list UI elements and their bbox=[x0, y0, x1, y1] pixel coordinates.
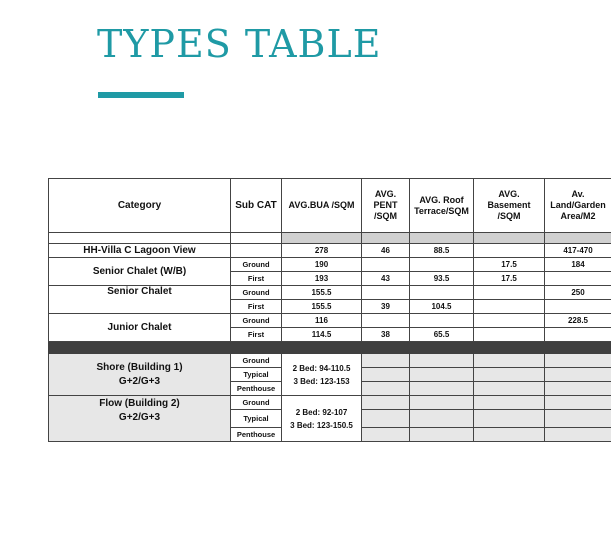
section-divider bbox=[49, 342, 611, 354]
gap-row bbox=[49, 233, 611, 244]
category-cell: Junior Chalet bbox=[49, 314, 231, 342]
roof-cell: 104.5 bbox=[410, 300, 474, 314]
land-cell: 228.5 bbox=[545, 314, 611, 328]
types-table bbox=[48, 178, 611, 442]
subcat-cell: First bbox=[231, 300, 282, 314]
category-cell: Senior Chalet (W/B) bbox=[49, 258, 231, 286]
subcat-cell: Ground bbox=[231, 314, 282, 328]
bua-cell bbox=[282, 396, 362, 442]
bua-cell: 155.5 bbox=[282, 286, 362, 300]
bua-cell: 116 bbox=[282, 314, 362, 328]
subcat-cell: First bbox=[231, 272, 282, 286]
category-cell bbox=[49, 354, 231, 396]
header-bua: AVG.BUA /SQM bbox=[282, 179, 362, 233]
pent-cell: 39 bbox=[362, 300, 410, 314]
bua-cell: 278 bbox=[282, 244, 362, 258]
category-cell: Senior Chalet bbox=[49, 286, 231, 314]
bua-cell bbox=[282, 354, 362, 396]
bua-line: 3 Bed: 123-153 bbox=[293, 376, 350, 386]
category-line: Flow (Building 2) bbox=[99, 398, 180, 409]
category-line: G+2/G+3 bbox=[118, 412, 161, 423]
basement-cell: 17.5 bbox=[474, 258, 545, 272]
land-cell: 184 bbox=[545, 258, 611, 272]
category-line: G+2/G+3 bbox=[118, 376, 161, 387]
category-cell: HH-Villa C Lagoon View bbox=[49, 244, 231, 258]
title-underline bbox=[98, 92, 184, 98]
subcat-cell: Penthouse bbox=[231, 428, 282, 442]
table-row bbox=[49, 396, 611, 410]
header-basement: AVG. Basement /SQM bbox=[474, 179, 545, 233]
pent-cell: 38 bbox=[362, 328, 410, 342]
bua-cell: 193 bbox=[282, 272, 362, 286]
subcat-cell: Penthouse bbox=[231, 382, 282, 396]
roof-cell: 93.5 bbox=[410, 272, 474, 286]
bua-cell: 114.5 bbox=[282, 328, 362, 342]
bua-line: 2 Bed: 92-107 bbox=[295, 407, 348, 417]
header-land: Av. Land/Garden Area/M2 bbox=[545, 179, 611, 233]
table-row bbox=[49, 258, 611, 272]
table-row bbox=[49, 314, 611, 328]
basement-cell: 17.5 bbox=[474, 272, 545, 286]
category-cell bbox=[49, 396, 231, 442]
subcat-cell: Ground bbox=[231, 354, 282, 368]
header-roof: AVG. Roof Terrace/SQM bbox=[410, 179, 474, 233]
header-pent: AVG. PENT /SQM bbox=[362, 179, 410, 233]
subcat-cell: Ground bbox=[231, 258, 282, 272]
bua-line: 3 Bed: 123-150.5 bbox=[290, 420, 353, 430]
pent-cell: 43 bbox=[362, 272, 410, 286]
subcat-cell: Ground bbox=[231, 396, 282, 410]
land-cell: 250 bbox=[545, 286, 611, 300]
header-row bbox=[49, 179, 611, 233]
subcat-cell: Typical bbox=[231, 410, 282, 428]
table-row bbox=[49, 354, 611, 368]
header-subcat: Sub CAT bbox=[231, 179, 282, 233]
bua-cell: 155.5 bbox=[282, 300, 362, 314]
pent-cell: 46 bbox=[362, 244, 410, 258]
roof-cell: 65.5 bbox=[410, 328, 474, 342]
subcat-cell: Typical bbox=[231, 368, 282, 382]
bua-cell: 190 bbox=[282, 258, 362, 272]
subcat-cell: Ground bbox=[231, 286, 282, 300]
category-line: Shore (Building 1) bbox=[96, 362, 183, 373]
roof-cell: 88.5 bbox=[410, 244, 474, 258]
table-row bbox=[49, 286, 611, 300]
table-row bbox=[49, 244, 611, 258]
subcat-cell: First bbox=[231, 328, 282, 342]
land-cell: 417-470 bbox=[545, 244, 611, 258]
page-title: TYPES TABLE bbox=[97, 22, 382, 66]
bua-line: 2 Bed: 94-110.5 bbox=[292, 363, 351, 373]
header-category: Category bbox=[49, 179, 231, 233]
